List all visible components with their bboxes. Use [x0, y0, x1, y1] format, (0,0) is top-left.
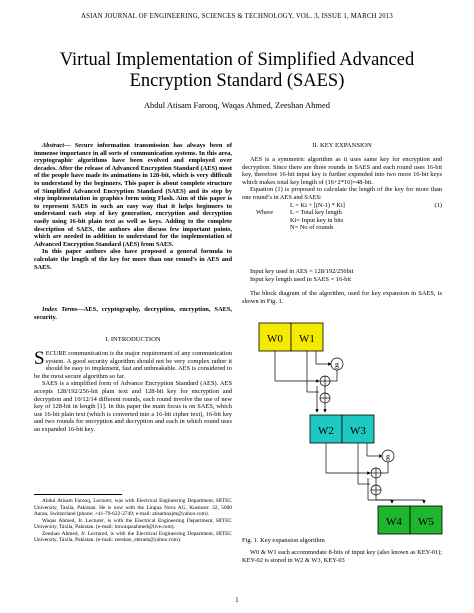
w5-label: W5	[418, 516, 434, 528]
footnotes	[34, 498, 232, 544]
footnote-3: Zeeshan Ahmed, Jr. Lectured, is with the Electrical Engineering Department, HITEC University, Taxila, Pakistan. (e-mail: zeeshan_ehtram@yahoo.com).	[34, 530, 232, 543]
key-expansion-continued	[242, 549, 442, 564]
section-heading-introduction: I. INTRODUCTION	[105, 336, 161, 343]
index-terms-lead: Index Terms	[42, 306, 78, 313]
footnote-divider	[34, 494, 122, 495]
key-expansion-p6: W0 & W1 each accommodate 8-bits of input key (also known as KEY-01); KEY-02 is stored in W2 & W3, KEY-03	[242, 549, 442, 564]
journal-header: ASIAN JOURNAL OF ENGINEERING, SCIENCES & TECHNOLOGY, VOL. 3, ISSUE 1, MARCH 2013	[81, 13, 393, 20]
w4-label: W4	[386, 516, 402, 528]
key-expansion-diagram	[256, 320, 446, 535]
paper-title	[20, 50, 454, 92]
title-line-2: Encryption Standard (SAES)	[129, 71, 345, 91]
w3-label: W3	[350, 425, 366, 437]
footnote-1: Abdul Atisam Farooq, Lecturer, was with Electrical Engineering Department, HITEC University, Taxila, Pakistan. He is now with the Lingua Nova AG, Kusnostr. 32, 5000 Aarau, Switzerland (phone: +41-79-622-2749; e-mail: atisamnajm@yahoo.com).	[34, 498, 232, 517]
equation-line	[242, 202, 442, 210]
introduction-p1: ECURE communication is the major requirement of any communication system. A good security algorithm should not be very complex rather it should be easy to implement, fast and unbreakable. AES is considered to be the most secure algorithm so far.	[34, 350, 232, 380]
key-expansion-p1: AES is a symmetric algorithm as it uses same key for encryption and decryption. Since there are three rounds in SAES and each round uses 16-bit key, therefore 16-bit input key is further expended into two more 16-bit keys which makes total key length of (16+2*16)=48-bit.	[242, 156, 442, 186]
introduction-p2: SAES is a simplified form of Advance Encryption Standard (AES). AES accepts 128/192/256-bit plain text and 128-bit key for encryption and decryption and 10/12/14 different rounds, each round involve the use of new key of 128-bit in length [1]. In this paper the main focus is on SAES, which use 16-bit plain text (which is converted into a 16-bit cipher text), 16-bit key and two rounds for encryption and decryption and each in which round uses an expanded 16-bit key.	[34, 380, 232, 433]
key-length-aes: Input key used in AES = 128/192/256bit	[250, 268, 354, 275]
abstract-p1: Secure information transmission has always been of immense importance in all sorts of communication systems. In this area, cryptographic algorithms have been evolved and employed over decades. After the release of Advanced Encryption Standard (AES) most of the people have made its animations in 128-bit, which is very difficult to understand by the beginners. This paper is about complete structure of Simplified Advanced Encryption Standard (SAES) and its step by step implementation in graphics form using Flash. Aim of this paper is to represent SAES in such an easy way that it helps beginners to understand each step of key generation, encryption and decryption easily using 16-bit plain text as well as keys. Adding to the complete description of SAES, the authors also discuss few important points, which are needed in addition to understand for the implementation of Advanced Encryption Standard (AES) from SAES.	[34, 142, 232, 248]
footnote-2: Waqas Ahmed, Jr. Lecturer, is with the Electrical Engineering Department, HITEC University, Taxila, Pakistan. (e-mail: imwaqasahmed@live.com).	[34, 517, 232, 530]
equation-line: N= No of rounds	[290, 224, 334, 232]
index-terms-text: —AES, cryptography, decryption, encryption, SAES, security.	[34, 306, 233, 321]
equation-number: (1)	[434, 201, 442, 209]
authors: Abdul Atisam Farooq, Waqas Ahmed, Zeeshan Ahmed	[143, 100, 331, 110]
abstract-p2: In this paper authors also have proposed a general formula to calculate the length of the key for more than one round’s in AES and SAES.	[34, 248, 232, 271]
index-terms	[34, 306, 232, 321]
abstract	[34, 142, 232, 271]
equation-line: Ki= Input key in bits	[290, 216, 344, 224]
equation-1: L = Ki + [(N-1) * Ki]	[290, 201, 345, 209]
introduction-body	[34, 350, 232, 434]
w1-label: W1	[299, 333, 315, 345]
key-length-text	[242, 268, 442, 305]
where-label: Where	[256, 209, 274, 217]
drop-cap: S	[34, 348, 45, 369]
page-number: 1	[235, 597, 239, 604]
figure-reference: The block diagram of the algorithm, used for key expansion in SAES, is shown in Fig. 1.	[242, 290, 442, 305]
key-expansion-body	[242, 156, 442, 232]
g-label-2: g	[386, 452, 390, 461]
abstract-lead: Abstract—	[42, 142, 71, 149]
equation-line: Where L = Total key length	[242, 209, 442, 217]
key-expansion-p2: Equation (1) is proposed to calculate the length of the key for more than one round’s in AES and SAES:	[242, 186, 442, 201]
figure-caption: Fig. 1. Key expansion algorithm	[242, 537, 325, 544]
g-label-1: g	[335, 360, 339, 369]
key-length-saes: Input key length used in SAES = 16-bit	[250, 275, 352, 283]
w0-label: W0	[267, 333, 283, 345]
w2-label: W2	[318, 425, 334, 437]
title-line-1: Virtual Implementation of Simplified Advanced	[59, 50, 415, 70]
section-heading-key-expansion: II. KEY EXPANSION	[312, 142, 372, 149]
